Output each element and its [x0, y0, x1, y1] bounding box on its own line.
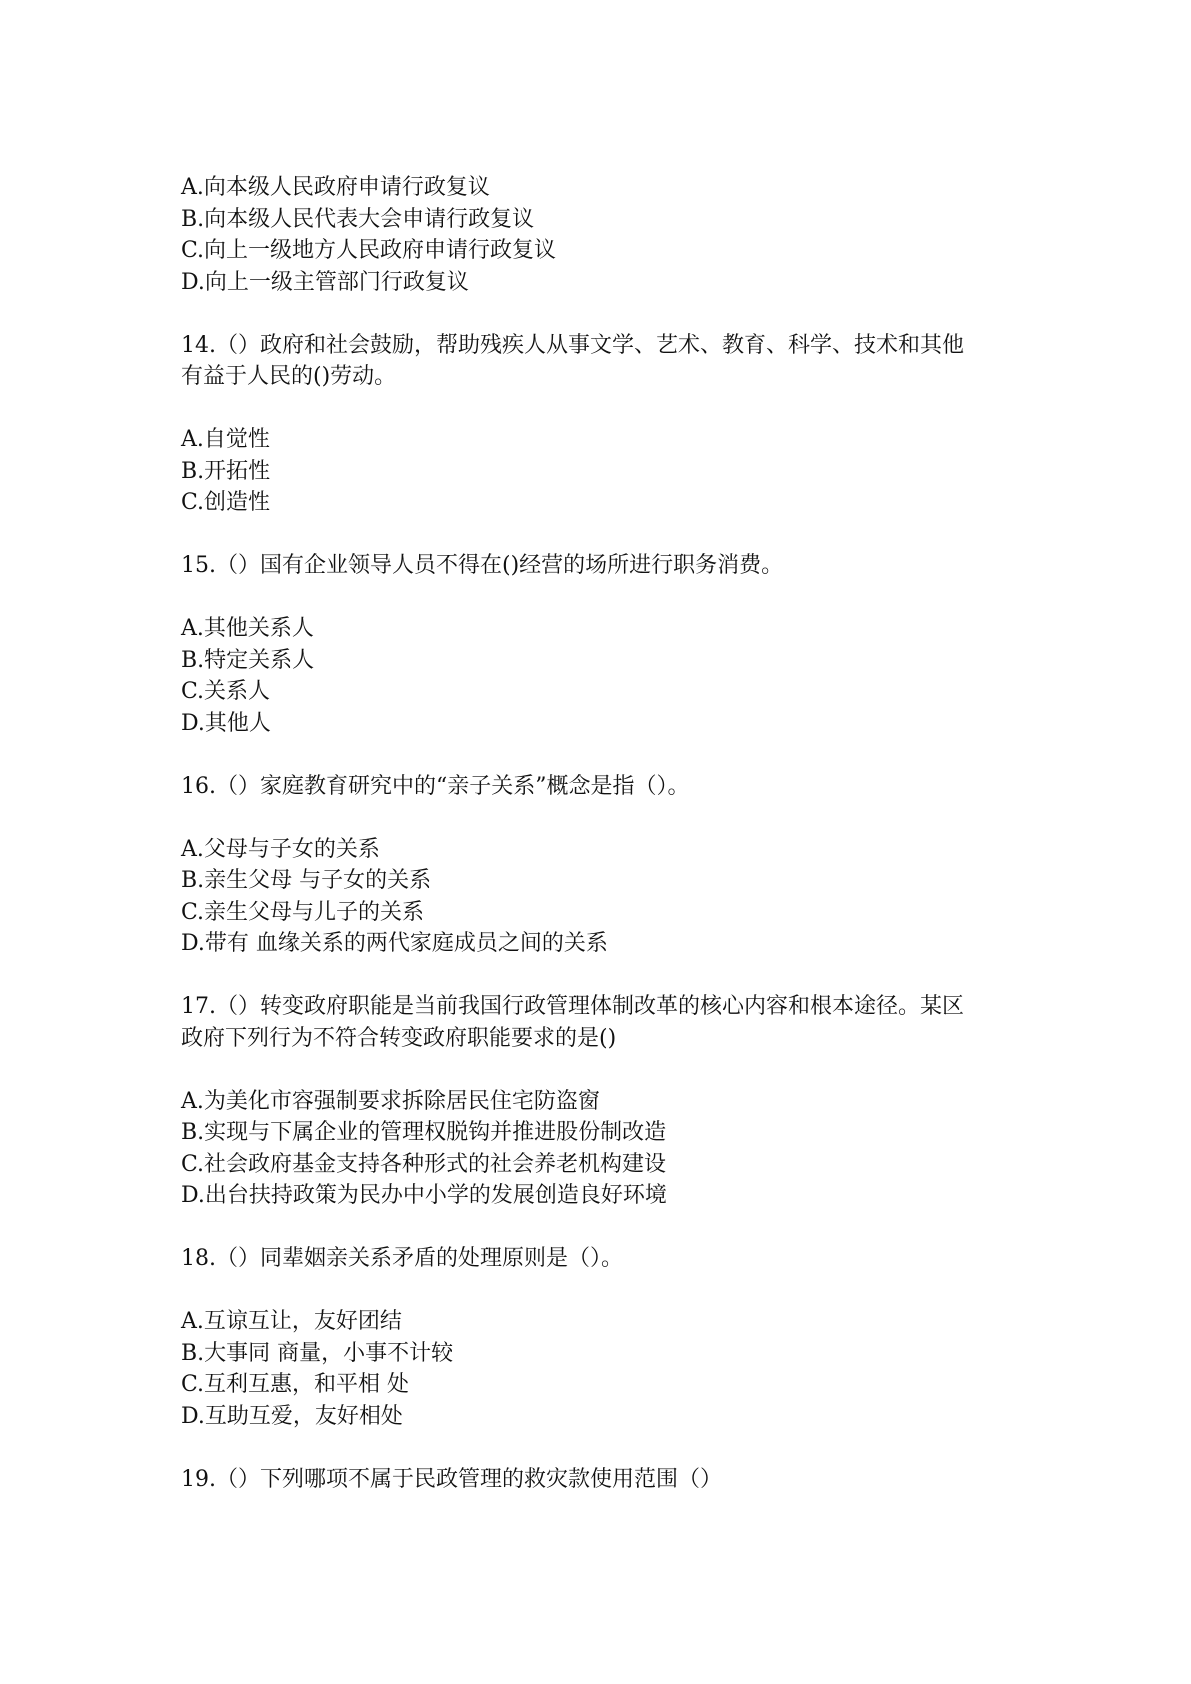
option-a: A.为美化市容强制要求拆除居民住宅防盗窗 [181, 1088, 600, 1114]
question-13-options [181, 172, 1021, 298]
question-text-line: 14.（）政府和社会鼓励，帮助残疾人从事文学、艺术、教育、科学、技术和其他 [181, 332, 964, 358]
option-c: C.关系人 [181, 679, 271, 704]
option-d: D.向上一级主管部门行政复议 [181, 269, 469, 295]
option-d: D.带有 血缘关系的两代家庭成员之间的关系 [181, 931, 608, 956]
option-a: A.向本级人民政府申请行政复议 [181, 175, 490, 200]
option-b: B.向本级人民代表大会申请行政复议 [181, 206, 535, 232]
question-17-options [181, 1086, 1021, 1212]
question-16-stem [181, 771, 1021, 803]
question-18-options [181, 1306, 1021, 1432]
question-text-line: 17.（）转变政府职能是当前我国行政管理体制改革的核心内容和根本途径。某区 [181, 994, 964, 1019]
option-b: B.特定关系人 [181, 647, 315, 673]
option-c: C.互利互惠，和平相 处 [181, 1372, 410, 1397]
question-15-options [181, 613, 1021, 739]
option-b: B.实现与下属企业的管理权脱钩并推进股份制改造 [181, 1120, 667, 1145]
option-b: B.开拓性 [181, 458, 271, 484]
option-a: A.父母与子女的关系 [181, 836, 380, 862]
question-19-stem [181, 1464, 1021, 1496]
question-14-stem [181, 330, 1021, 393]
question-text-line: 15.（）国有企业领导人员不得在()经营的场所进行职务消费。 [181, 553, 784, 578]
option-d: D.互助互爱，友好相处 [181, 1403, 403, 1429]
question-text-line: 政府下列行为不符合转变政府职能要求的是() [181, 1025, 617, 1051]
option-c: C.向上一级地方人民政府申请行政复议 [181, 238, 557, 263]
question-text-line: 19.（）下列哪项不属于民政管理的救灾款使用范围（） [181, 1466, 722, 1492]
option-a: A.其他关系人 [181, 616, 314, 641]
option-d: D.出台扶持政策为民办中小学的发展创造良好环境 [181, 1183, 667, 1208]
question-text-line: 有益于人民的()劳动。 [181, 364, 397, 389]
question-text-line: 16.（）家庭教育研究中的“亲子关系”概念是指（）。 [181, 773, 690, 799]
option-d: D.其他人 [181, 710, 271, 736]
option-c: C.社会政府基金支持各种形式的社会养老机构建设 [181, 1151, 667, 1177]
question-16-options [181, 834, 1021, 960]
document-page [181, 172, 1021, 1527]
option-b: B.大事同 商量，小事不计较 [181, 1340, 454, 1366]
option-c: C.亲生父母与儿子的关系 [181, 899, 425, 925]
option-a: A.自觉性 [181, 427, 270, 452]
option-c: C.创造性 [181, 490, 271, 515]
question-15-stem [181, 550, 1021, 582]
question-14-options [181, 424, 1021, 519]
option-a: A.互谅互让，友好团结 [181, 1309, 402, 1334]
question-17-stem [181, 991, 1021, 1054]
question-text-line: 18.（）同辈姻亲关系矛盾的处理原则是（）。 [181, 1246, 623, 1271]
question-18-stem [181, 1243, 1021, 1275]
option-b: B.亲生父母 与子女的关系 [181, 868, 432, 893]
